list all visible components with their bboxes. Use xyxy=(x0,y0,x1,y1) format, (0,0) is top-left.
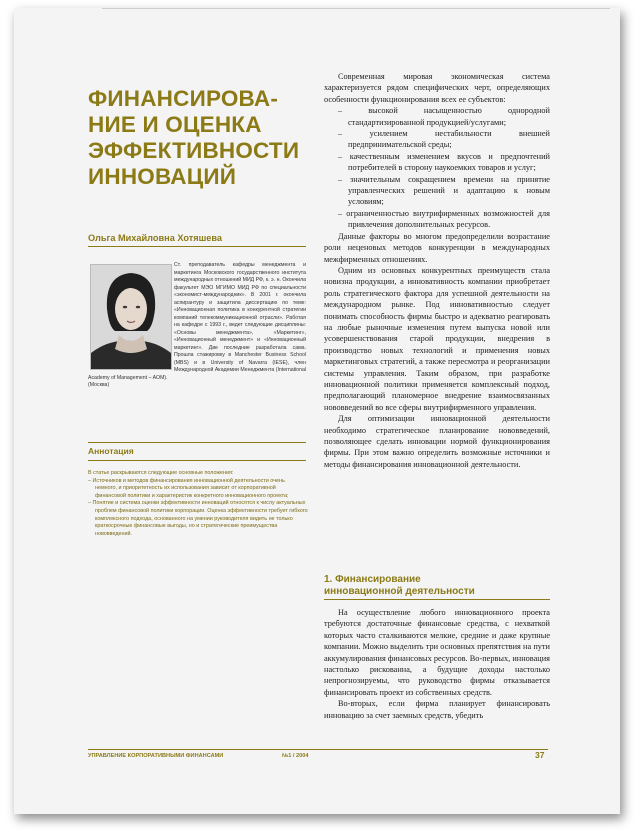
article-column-bottom xyxy=(324,607,550,721)
paragraph: Для оптимизации инновационной деятельности необходимо стратегическое планирование нововведений, позволяющее сделать инновации нормой функционирования фирмы. При этом важно определить возможные источники и методы финансирования инновационной деятельности. xyxy=(324,414,550,469)
list-item: – усилением нестабильности внешней предпринимательской среды; xyxy=(338,129,550,150)
author-city: (Москва) xyxy=(88,382,110,388)
paragraph: Данные факторы во многом предопределили возрастание роли неценовых методов конкуренции в международных межфирменных отношениях. xyxy=(324,231,550,264)
section-heading xyxy=(324,574,550,597)
paragraph: Современная мировая экономическая система характеризуется рядом специфических черт, определяющих особенности функционирования всех ее субъектов: xyxy=(324,72,550,104)
footer-rule xyxy=(88,749,548,750)
article-column-top xyxy=(324,71,550,470)
annotation-intro: В статье раскрываются следующие основные положения: xyxy=(88,470,234,476)
annotation-heading: Аннотация xyxy=(88,442,306,461)
paragraph: Одним из основных конкурентных преимуществ стала новизна продукции, а инновативность компании приобретает роль стратегического фактора для успешной деятельности на международном рынке. Под инновативностью следует понимать способность фирмы быстро и адекватно реагировать на любые рыночные изменения путем выпуска новой или усовершенствования старой продукции, внедрения в производство новых технологий и применения новых маркетинговых стратегий, а также пересмотра и реорганизации системы управления. Таким образом, при разработке инновационной политики применяется комплексный подход, предполагающий планомерное внедрение взаимосвязанных нововведений во все сферы внутрифирменного управления. xyxy=(324,265,550,412)
list-item: – качественным изменением вкусов и предпочтений потребителей в сторону наукоемких товаров и услуг; xyxy=(338,151,550,173)
title-line: ИННОВАЦИЙ xyxy=(88,164,237,189)
author-photo xyxy=(90,264,172,370)
paragraph: Во-вторых, если фирма планирует финансировать инновацию за счет заемных средств, убедить xyxy=(324,699,550,720)
title-line: НИЕ И ОЦЕНКА xyxy=(88,112,262,137)
list-item: – высокой насыщенностью однородной стандартизированной продукцией/услугами; xyxy=(338,106,550,127)
portrait-image xyxy=(91,265,171,369)
title-line: ФИНАНСИРОВА- xyxy=(88,86,279,111)
author-name: Ольга Михайловна Хотяшева xyxy=(88,233,306,247)
title-line: ЭФФЕКТИВНОСТИ xyxy=(88,138,300,163)
annotation-body xyxy=(88,470,308,538)
paragraph: На осуществление любого инновационного проекта требуются достаточные финансовые средства, с нехваткой которых часто сталкиваются мелкие, средние и даже крупные компании. Можно выделить три основных препятствия на пути аккумулирования финансовых ресурсов. Во-первых, инновация настолько рискованна, а будущие доходы настолько непрогнозируемы, что руководство фирмы отказывается финансировать проект из собственных средств. xyxy=(324,608,550,697)
annotation-item: – Понятие и система оценки эффективности инноваций относятся к числу актуальных проблем финансовой политики корпорации. Оценка эффективности требует гибкого комплексного подхода, основанного на умении руководителя видеть не только краткосрочные финансовые выгоды, но и стратегические преимущества нововведений. xyxy=(88,500,308,537)
footer-issue: №1 / 2004 xyxy=(282,753,309,759)
list-item: – ограниченностью внутрифирменных возможностей для привлечения дополнительных ресурсов. xyxy=(338,208,550,230)
list-item: – значительным сокращением времени на принятие управленческих решений и адаптацию к новым условиям; xyxy=(338,174,550,207)
article-title xyxy=(88,86,318,190)
section-heading-line: инновационной деятельности xyxy=(324,585,475,597)
author-bio: Ст. преподаватель кафедры менеджмента и маркетинга Московского государственного института международных отношений МИД РФ, к. э. н. Окончила факультет МЭО МГИМО МИД РФ по специальности «экономист-международник». В 2001 г. окончила аспирантуру и защитила диссертацию по теме: «Инновационная политика в конкурентной стратегии компаний телекоммуникационной отрасли». Работая на кафедре с 1993 г., ведет следующие дисциплины: «Основы менеджмента», «Маркетинг», «Инновационный менеджмент» и «Инновационный маркетинг». Две последние разработала сама. Прошла стажировку в Manchester Business School (MBS) и в University of Navarra (IESE), член Международной Академии Менеджмента (International Academy of Management – AOM). xyxy=(88,262,306,381)
page-number: 37 xyxy=(535,750,545,760)
section-rule xyxy=(324,599,550,600)
footer-journal: УПРАВЛЕНИЕ КОРПОРАТИВНЫМИ ФИНАНСАМИ xyxy=(88,753,224,759)
section-heading-line: 1. Финансирование xyxy=(324,574,421,585)
top-rule xyxy=(102,8,610,9)
annotation-item: – Источников и методов финансирования инновационной деятельности очень немного, и приоритетность их использования зависит от корпоративной финансовой политики и характеристик конкретного инновационного проекта; xyxy=(88,477,289,499)
